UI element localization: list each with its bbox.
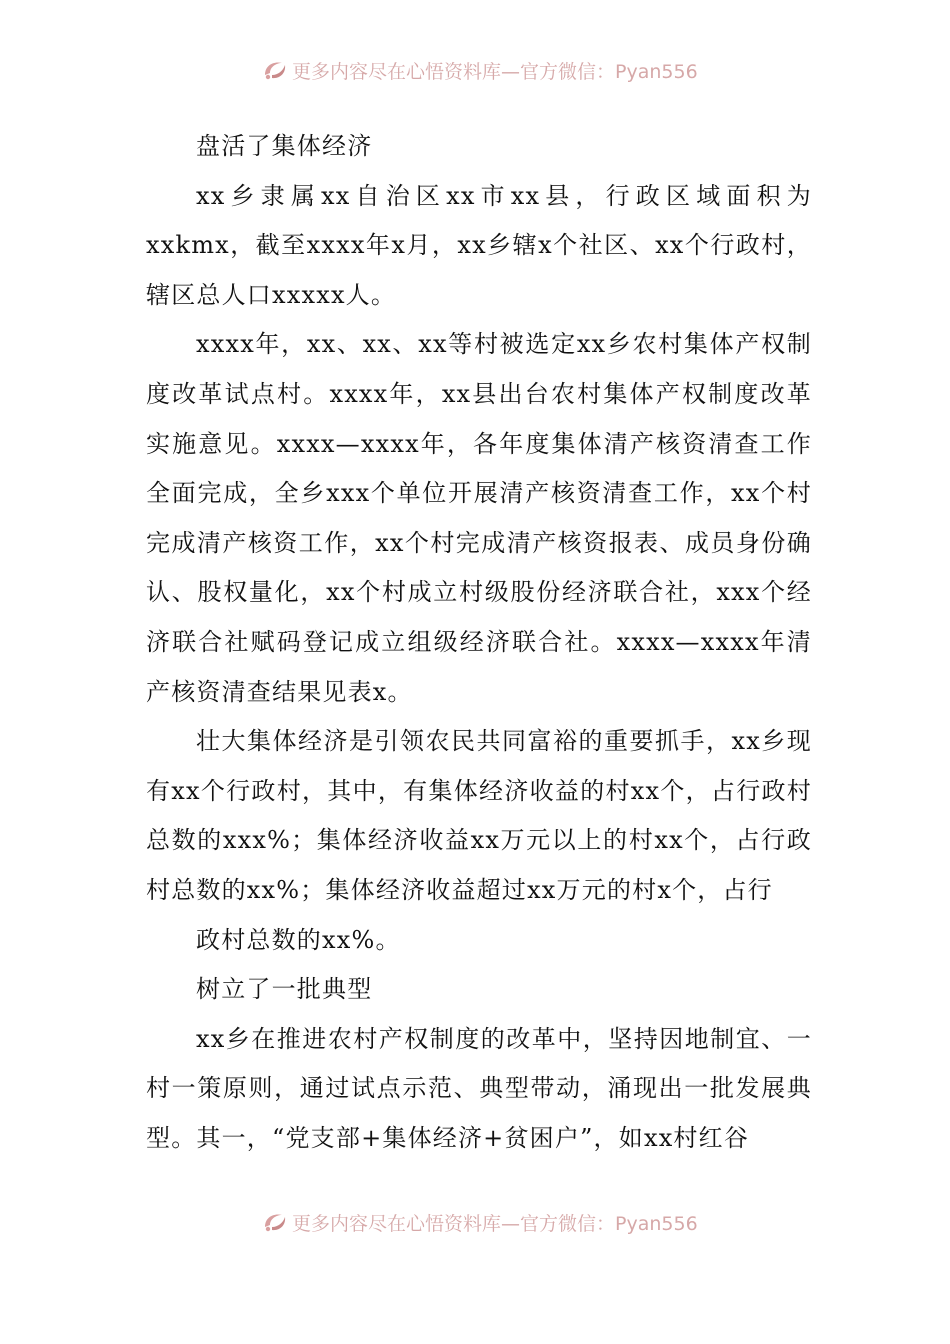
document-body [146, 122, 812, 1163]
paragraph-collective-income-continued: 政村总数的xx%。 [196, 925, 401, 954]
watermark-logo-icon [262, 1211, 288, 1233]
paragraph-pilot-reform: xxxx年，xx、xx、xx等村被选定xx乡农村集体产权制度改革试点村。xxxx年，xx县出台农村集体产权制度改革实施意见。xxxx—xxxx年，各年度集体清产核资清查工作全面完成，全乡xxx个单位开展清产核资清查工作，xx个村完成清产核资工作，xx个村完成清产核资报表、成员身份确认、股权量化，xx个村成立村级股份经济联合社，xxx个经济联合社赋码登记成立组级经济联合社。xxxx—xxxx年清产核资清查结果见表x。 [146, 330, 812, 706]
watermark-text: 更多内容尽在心悟资料库—官方微信：Pyan556 [292, 1212, 698, 1234]
paragraph-collective-income: 壮大集体经济是引领农民共同富裕的重要抓手，xx乡现有xx个行政村，其中，有集体经济收益的村xx个，占行政村总数的xxx%；集体经济收益xx万元以上的村xx个，占行政村总数的xx%；集体经济收益超过xx万元的村x个，占行 [146, 727, 812, 904]
header-watermark [262, 58, 742, 82]
section-heading-typical-models: 树立了一批典型 [196, 975, 373, 1004]
watermark-logo-icon [262, 59, 288, 81]
paragraph-township-overview: xx乡隶属xx自治区xx市xx县，行政区域面积为xxkmx，截至xxxx年x月，xx乡辖x个社区、xx个行政村，辖区总人口xxxxx人。 [146, 181, 812, 309]
watermark-text: 更多内容尽在心悟资料库—官方微信：Pyan556 [292, 60, 698, 82]
footer-watermark [262, 1210, 742, 1234]
paragraph-typical-models: xx乡在推进农村产权制度的改革中，坚持因地制宜、一村一策原则，通过试点示范、典型带动，涌现出一批发展典型。其一，“党支部+集体经济+贫困户”，如xx村红谷 [146, 1024, 812, 1152]
section-heading-collective-economy: 盘活了集体经济 [196, 132, 373, 160]
